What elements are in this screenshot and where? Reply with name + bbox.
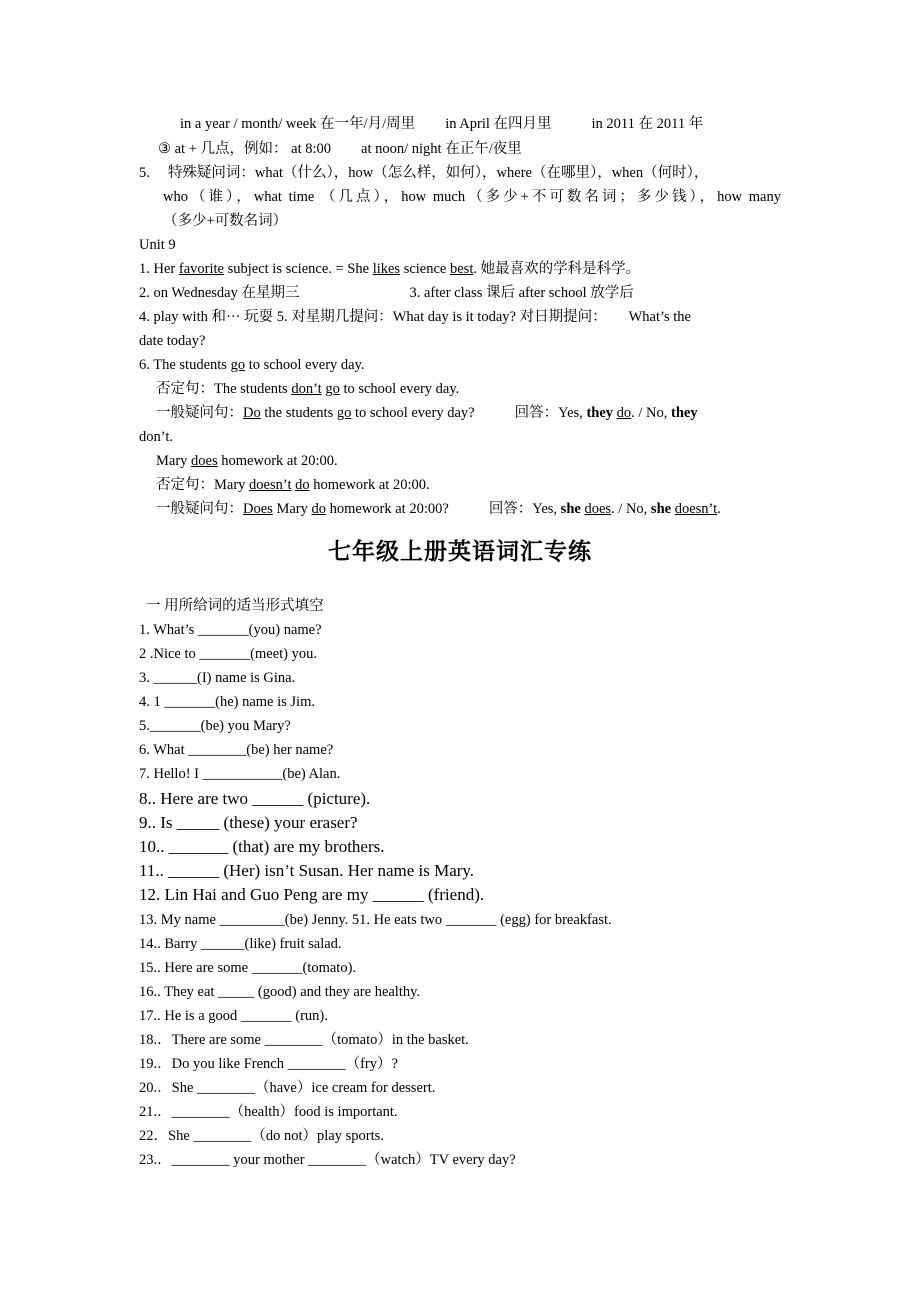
exercise-item: 19.．Do you like French ________（fry）?	[139, 1056, 398, 1072]
exercise-item: 10.. _______ (that) are my brothers.	[139, 837, 385, 856]
unit9-mary-negative: 否定句：Mary doesn’t do homework at 20:00.	[156, 477, 430, 493]
exercise-item: 6. What ________(be) her name?	[139, 742, 334, 758]
exercise-item: 22．She ________（do not）play sports.	[139, 1128, 384, 1144]
unit9-line4: 4. play with 和··· 玩耍 5. 对星期几提问：What day is it today? 对日期提问： What’s the	[139, 309, 691, 325]
exercise-item: 5._______(be) you Mary?	[139, 718, 291, 734]
exercise-item: 17.. He is a good _______ (run).	[139, 1008, 328, 1024]
exercise-item: 2 .Nice to _______(meet) you.	[139, 646, 317, 662]
page-title: 七年级上册英语词汇专练	[328, 539, 592, 565]
exercise-item: 3. ______(I) name is Gina.	[139, 670, 296, 686]
section-heading: 一 用所给词的适当形式填空	[146, 598, 324, 614]
exercise-item: 15.. Here are some _______(tomato).	[139, 960, 357, 976]
exercise-item: 14.. Barry ______(like) fruit salad.	[139, 936, 342, 952]
exercise-item: 13. My name _________(be) Jenny. 51. He eats two _______ (egg) for breakfast.	[139, 912, 612, 928]
exercise-item: 18.．There are some ________（tomato）in the basket.	[139, 1032, 469, 1048]
unit9-mary-question: 一般疑问句：Does Mary do homework at 20:00? 回答：Yes, she does. / No, she doesn’t.	[156, 501, 721, 517]
exercise-item: 8.. Here are two ______ (picture).	[139, 789, 371, 808]
unit9-line6: 6. The students go to school every day.	[139, 357, 365, 373]
unit9-line6-negative: 否定句：The students don’t go to school every day.	[156, 381, 460, 397]
unit9-line4b: date today?	[139, 333, 206, 349]
exercise-item: 7. Hello! I ___________(be) Alan.	[139, 766, 341, 782]
exercise-item: 23.．________ your mother ________（watch）TV every day?	[139, 1152, 516, 1168]
unit9-line6-question-cont: don’t.	[139, 429, 173, 445]
unit9-line1: 1. Her favorite subject is science. = She likes science best. 她最喜欢的学科是科学。	[139, 261, 641, 277]
exercise-item: 20.．She ________（have）ice cream for dessert.	[139, 1080, 436, 1096]
note-wh-line3: （多少+可数名词）	[163, 213, 288, 229]
exercise-item: 21.．________（health）food is important.	[139, 1104, 398, 1120]
note-wh-line1: 5. 特殊疑问词：what（什么），how（怎么样，如何），where（在哪里），when（何时），	[139, 165, 709, 181]
note-at-line: ③ at + 几点，例如： at 8:00 at noon/ night 在正午/夜里	[158, 141, 522, 157]
note-in-line: in a year / month/ week 在一年/月/周里 in April 在四月里 in 2011 在 2011 年	[180, 116, 704, 132]
exercise-item: 1. What’s _______(you) name?	[139, 622, 322, 638]
unit9-line6-question: 一般疑问句：Do the students go to school every day? 回答：Yes, they do. / No, they	[156, 405, 698, 421]
unit9-mary-line: Mary does homework at 20:00.	[156, 453, 338, 469]
exercise-item: 4. 1 _______(he) name is Jim.	[139, 694, 315, 710]
exercise-item: 12. Lin Hai and Guo Peng are my ______ (friend).	[139, 885, 485, 904]
exercise-item: 9.. Is _____ (these) your eraser?	[139, 813, 358, 832]
exercise-item: 11.. ______ (Her) isn’t Susan. Her name is Mary.	[139, 861, 475, 880]
unit9-line2: 2. on Wednesday 在星期三 3. after class 课后 after school 放学后	[139, 285, 634, 301]
unit-heading: Unit 9	[139, 237, 176, 253]
exercise-item: 16.. They eat _____ (good) and they are healthy.	[139, 984, 421, 1000]
note-wh-line2: who（谁），what time （几点），how much（多少+不可数名词；多少钱），how many	[163, 189, 781, 205]
